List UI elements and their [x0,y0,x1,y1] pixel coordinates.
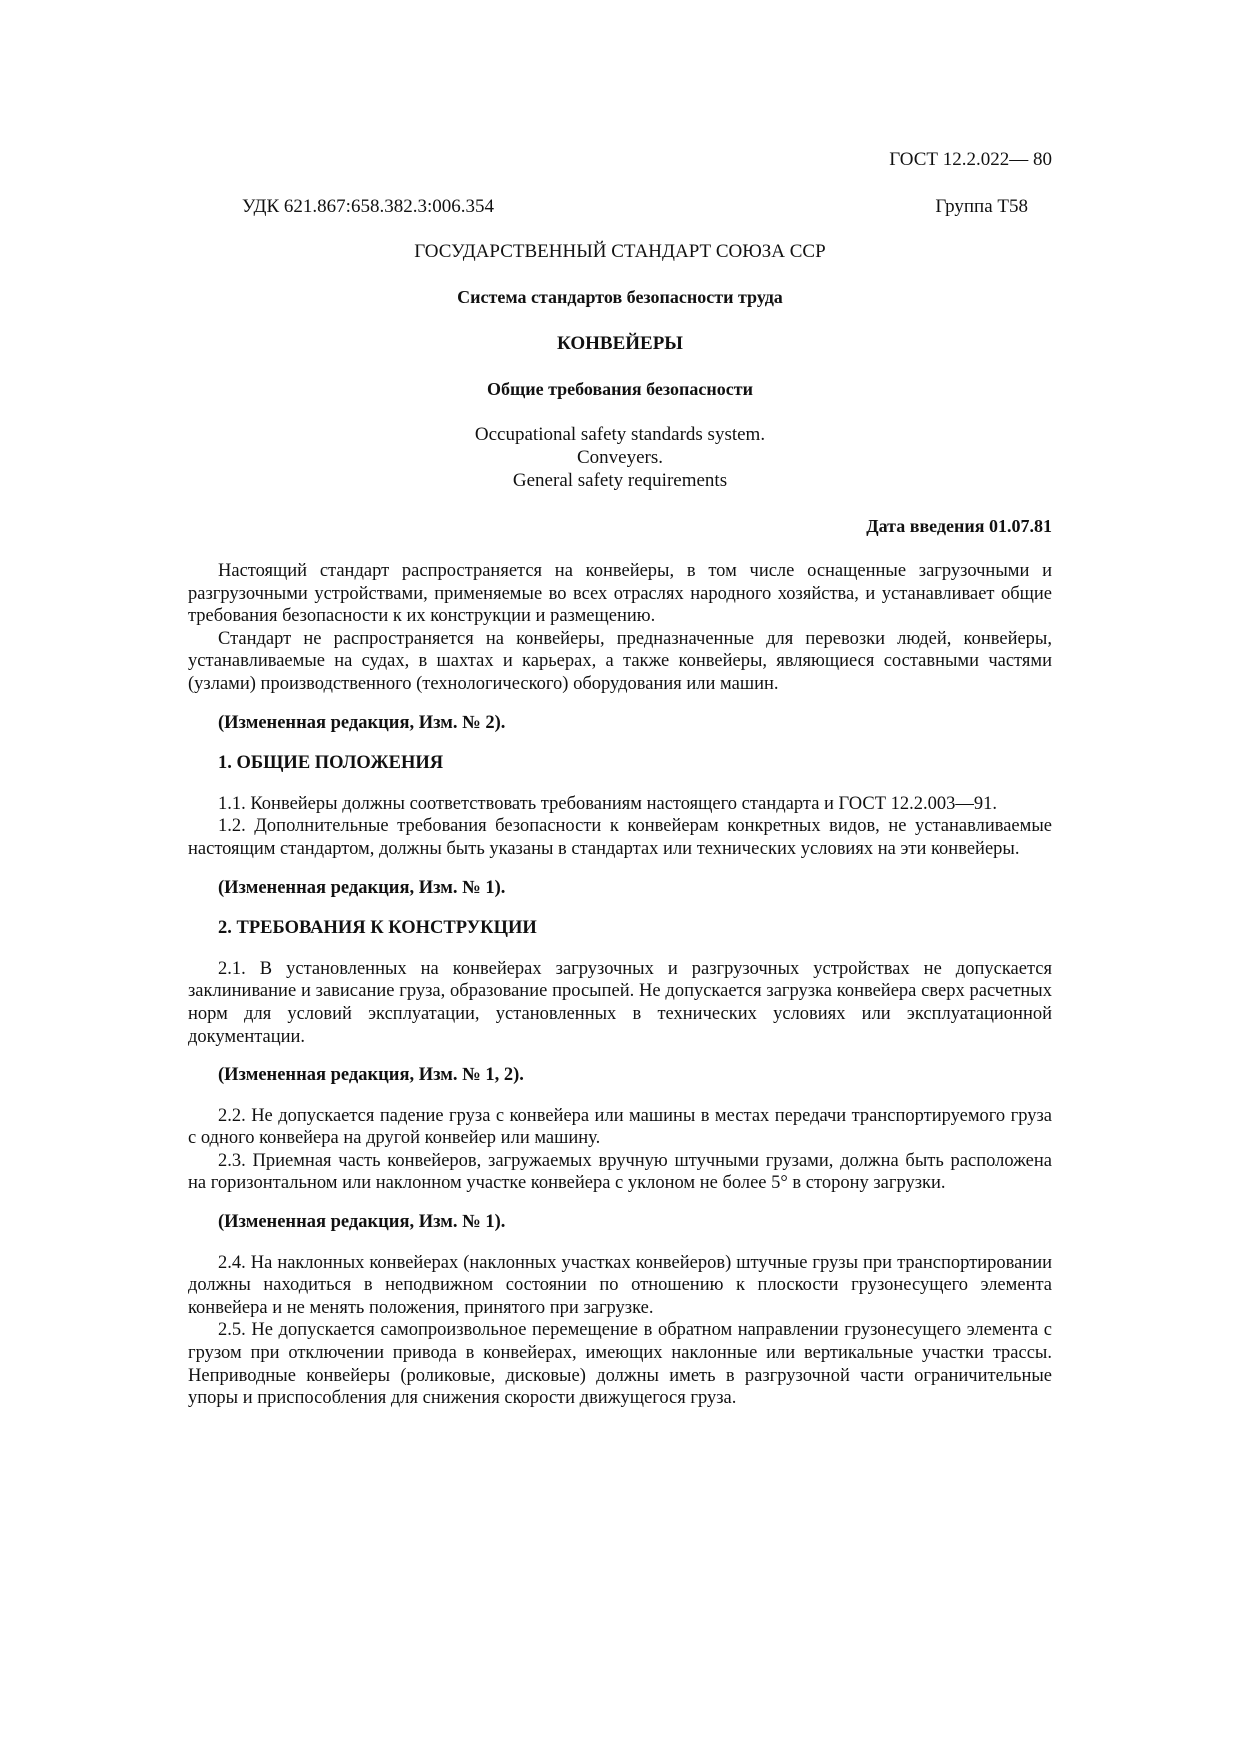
english-title [188,423,1052,492]
amendment-note: (Измененная редакция, Изм. № 1). [218,877,506,898]
clause-2-2: 2.2. Не допускается падение груза с конвейера или машины в местах передачи транспортируемого груза с одного конвейера на другой конвейер или машину. [188,1105,1052,1149]
document-subtitle: Общие требования безопасности [487,379,753,399]
amendment-note: (Измененная редакция, Изм. № 1). [218,1212,506,1233]
document-title: КОНВЕЙЕРЫ [557,333,683,354]
clause-2-4: 2.4. На наклонных конвейерах (наклонных участках конвейеров) штучные грузы при транспортировании должны находиться в неподвижном состоянии по отношению к плоскости грузонесущего элемента конвейера и не менять положения, принятого при загрузке. [188,1252,1052,1318]
standards-system-title: Система стандартов безопасности труда [457,287,783,307]
intro-paragraph: Стандарт не распространяется на конвейеры, предназначенные для перевозки людей, конвейеры, устанавливаемые на судах, в шахтах и карьерах, а также конвейеры, являющиеся составными частями (узлами) производственного (технологического) оборудования или машин. [188,628,1052,694]
group-code: Группа Т58 [935,196,1028,217]
document-body [188,560,1052,1410]
english-title-line: Occupational safety standards system. [474,424,766,445]
section-heading: 1. ОБЩИЕ ПОЛОЖЕНИЯ [218,753,444,774]
state-standard-heading: ГОСУДАРСТВЕННЫЙ СТАНДАРТ СОЮЗА ССР [414,241,826,262]
amendment-note: (Измененная редакция, Изм. № 2). [218,712,506,733]
clause-1-1: 1.1. Конвейеры должны соответствовать требованиям настоящего стандарта и ГОСТ 12.2.003—91. [218,793,998,814]
clause-2-5: 2.5. Не допускается самопроизвольное перемещение в обратном направлении грузонесущего элемента с грузом при отключении привода в конвейерах, имеющих наклонные или вертикальные участки трассы. Неприводные конвейеры (роликовые, дисковые) должны иметь в разгрузочной части ограничительные упоры и приспособления для снижения скорости движущегося груза. [188,1320,1052,1409]
intro-paragraph: Настоящий стандарт распространяется на конвейеры, в том числе оснащенные загрузочными и разгрузочными устройствами, применяемые во всех отраслях народного хозяйства, и устанавливает общие требования безопасности к их конструкции и размещению. [188,561,1052,627]
udk-code: УДК 621.867:658.382.3:006.354 [242,196,494,217]
clause-2-3: 2.3. Приемная часть конвейеров, загружаемых вручную штучными грузами, должна быть расположена на горизонтальном или наклонном участке конвейера с уклоном не более 5° в сторону загрузки. [188,1150,1052,1194]
english-title-line: General safety requirements [512,470,728,491]
gost-number: ГОСТ 12.2.022— 80 [889,149,1052,170]
clause-2-1: 2.1. В установленных на конвейерах загрузочных и разгрузочных устройствах не допускается заклинивание и зависание груза, образование просыпей. Не допускается загрузка конвейера сверх расчетных норм для условий эксплуатации, установленных в технических условиях или эксплуатационной документации. [188,958,1052,1047]
clause-1-2: 1.2. Дополнительные требования безопасности к конвейерам конкретных видов, не устанавливаемые настоящим стандартом, должны быть указаны в стандартах или технических условиях на эти конвейеры. [188,816,1052,859]
introduction-date: Дата введения 01.07.81 [866,516,1052,536]
section-heading: 2. ТРЕБОВАНИЯ К КОНСТРУКЦИИ [218,918,537,939]
amendment-note: (Измененная редакция, Изм. № 1, 2). [218,1065,524,1086]
english-title-line: Conveyers. [576,447,663,468]
